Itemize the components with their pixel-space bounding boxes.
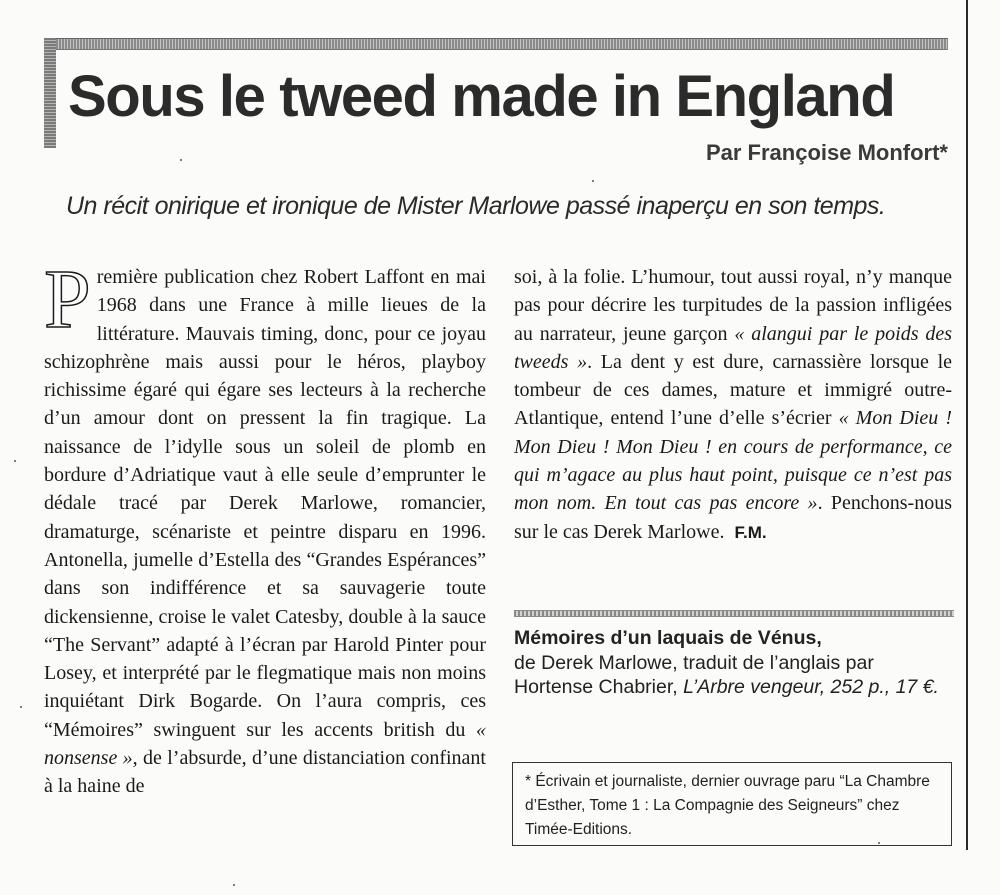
book-info <box>514 626 954 700</box>
left-accent-bar <box>44 38 56 148</box>
print-speck <box>180 159 182 161</box>
column-2-text-mid: . La dent y est dure, carnassière lorsque le tombeur de ces dames, mature et immigré outre-Atlantique, entend l’une d’elle s’écrier <box>514 350 953 430</box>
subtitle: Un récit onirique et ironique de Mister Marlowe passé inaperçu en son temps. <box>66 192 886 220</box>
print-speck <box>592 180 594 182</box>
book-title: Mémoires d’un laquais de Vénus, <box>514 627 822 649</box>
column-1-text: remière publication chez Robert Laffont en mai 1968 dans une France à mille lieues de la littérature. Mauvais timing, donc, pour ce joyau schizophrène mais aussi pour le héros, playboy richissime égaré qui égare ses lecteurs à la recherche d’un amour dont on pressent la fin tragique. La naissance de l’idylle sous un soleil de plomb en bordure d’Adriatique vaut à elle seule d’emprunter le dédale tracé par Derek Marlowe, romancier, dramaturge, scénariste et peintre disparu en 1996. Antonella, jumelle d’Estella des “Grandes Espérances” dans son indifférence et sa sauvagerie toute dickensienne, croise le valet Catesby, double à la sauce “The Servant” adapté à l’écran par Harold Pinter pour Losey, et interprété par le flegmatique mais non moins inquiétant Dirk Bogarde. On l’aura compris, ces “Mémoires” swinguent sur les accents british du <box>44 266 486 741</box>
book-rule <box>514 610 954 617</box>
column-1-text-end: , de l’absurde, d’une distanciation confinant à la haine de <box>44 747 486 798</box>
book-details: de Derek Marlowe, traduit de l’anglais par Hortense Chabrier, <box>514 651 874 698</box>
top-rule <box>44 38 948 50</box>
author-initials: F.M. <box>734 522 767 542</box>
print-speck <box>233 884 235 886</box>
drop-cap: P <box>44 253 91 346</box>
column-2-text: soi, à la folie. L’humour, tout aussi royal, n’y manque pas pour décrire les turpitudes de la passion infligées au narrateur, jeune garçon <box>514 266 952 345</box>
author-note-box <box>512 762 952 846</box>
book-publisher: L’Arbre vengeur, <box>683 676 826 698</box>
column-2-paragraph <box>514 263 952 547</box>
print-speck <box>20 706 22 708</box>
print-speck <box>878 842 880 844</box>
article-column-2 <box>514 263 952 547</box>
article-column-1 <box>44 253 487 801</box>
column-2-text-end: . Penchons-nous sur le cas Derek Marlowe. <box>514 492 952 543</box>
book-price: 252 p., 17 €. <box>830 676 939 698</box>
column-2-quote-2: « Mon Dieu ! Mon Dieu ! Mon Dieu ! en cours de performance, ce qui m’agace au plus haut point, puisque ce n’est pas mon nom. En tout cas pas encore » <box>514 407 953 515</box>
column-1-italic: « nonsense » <box>44 718 487 770</box>
byline: Par Françoise Monfort* <box>705 140 948 165</box>
column-2-quote-1: « alangui par le poids des tweeds » <box>514 322 952 373</box>
column-rule <box>966 0 968 850</box>
column-1-paragraph <box>44 253 487 801</box>
print-speck <box>14 460 16 462</box>
author-note: * Écrivain et journaliste, dernier ouvrage paru “La Chambre d’Esther, Tome 1 : La Compagnie des Seigneurs” chez Timée-Editions. <box>525 773 930 838</box>
headline: Sous le tweed made in England <box>68 64 895 129</box>
